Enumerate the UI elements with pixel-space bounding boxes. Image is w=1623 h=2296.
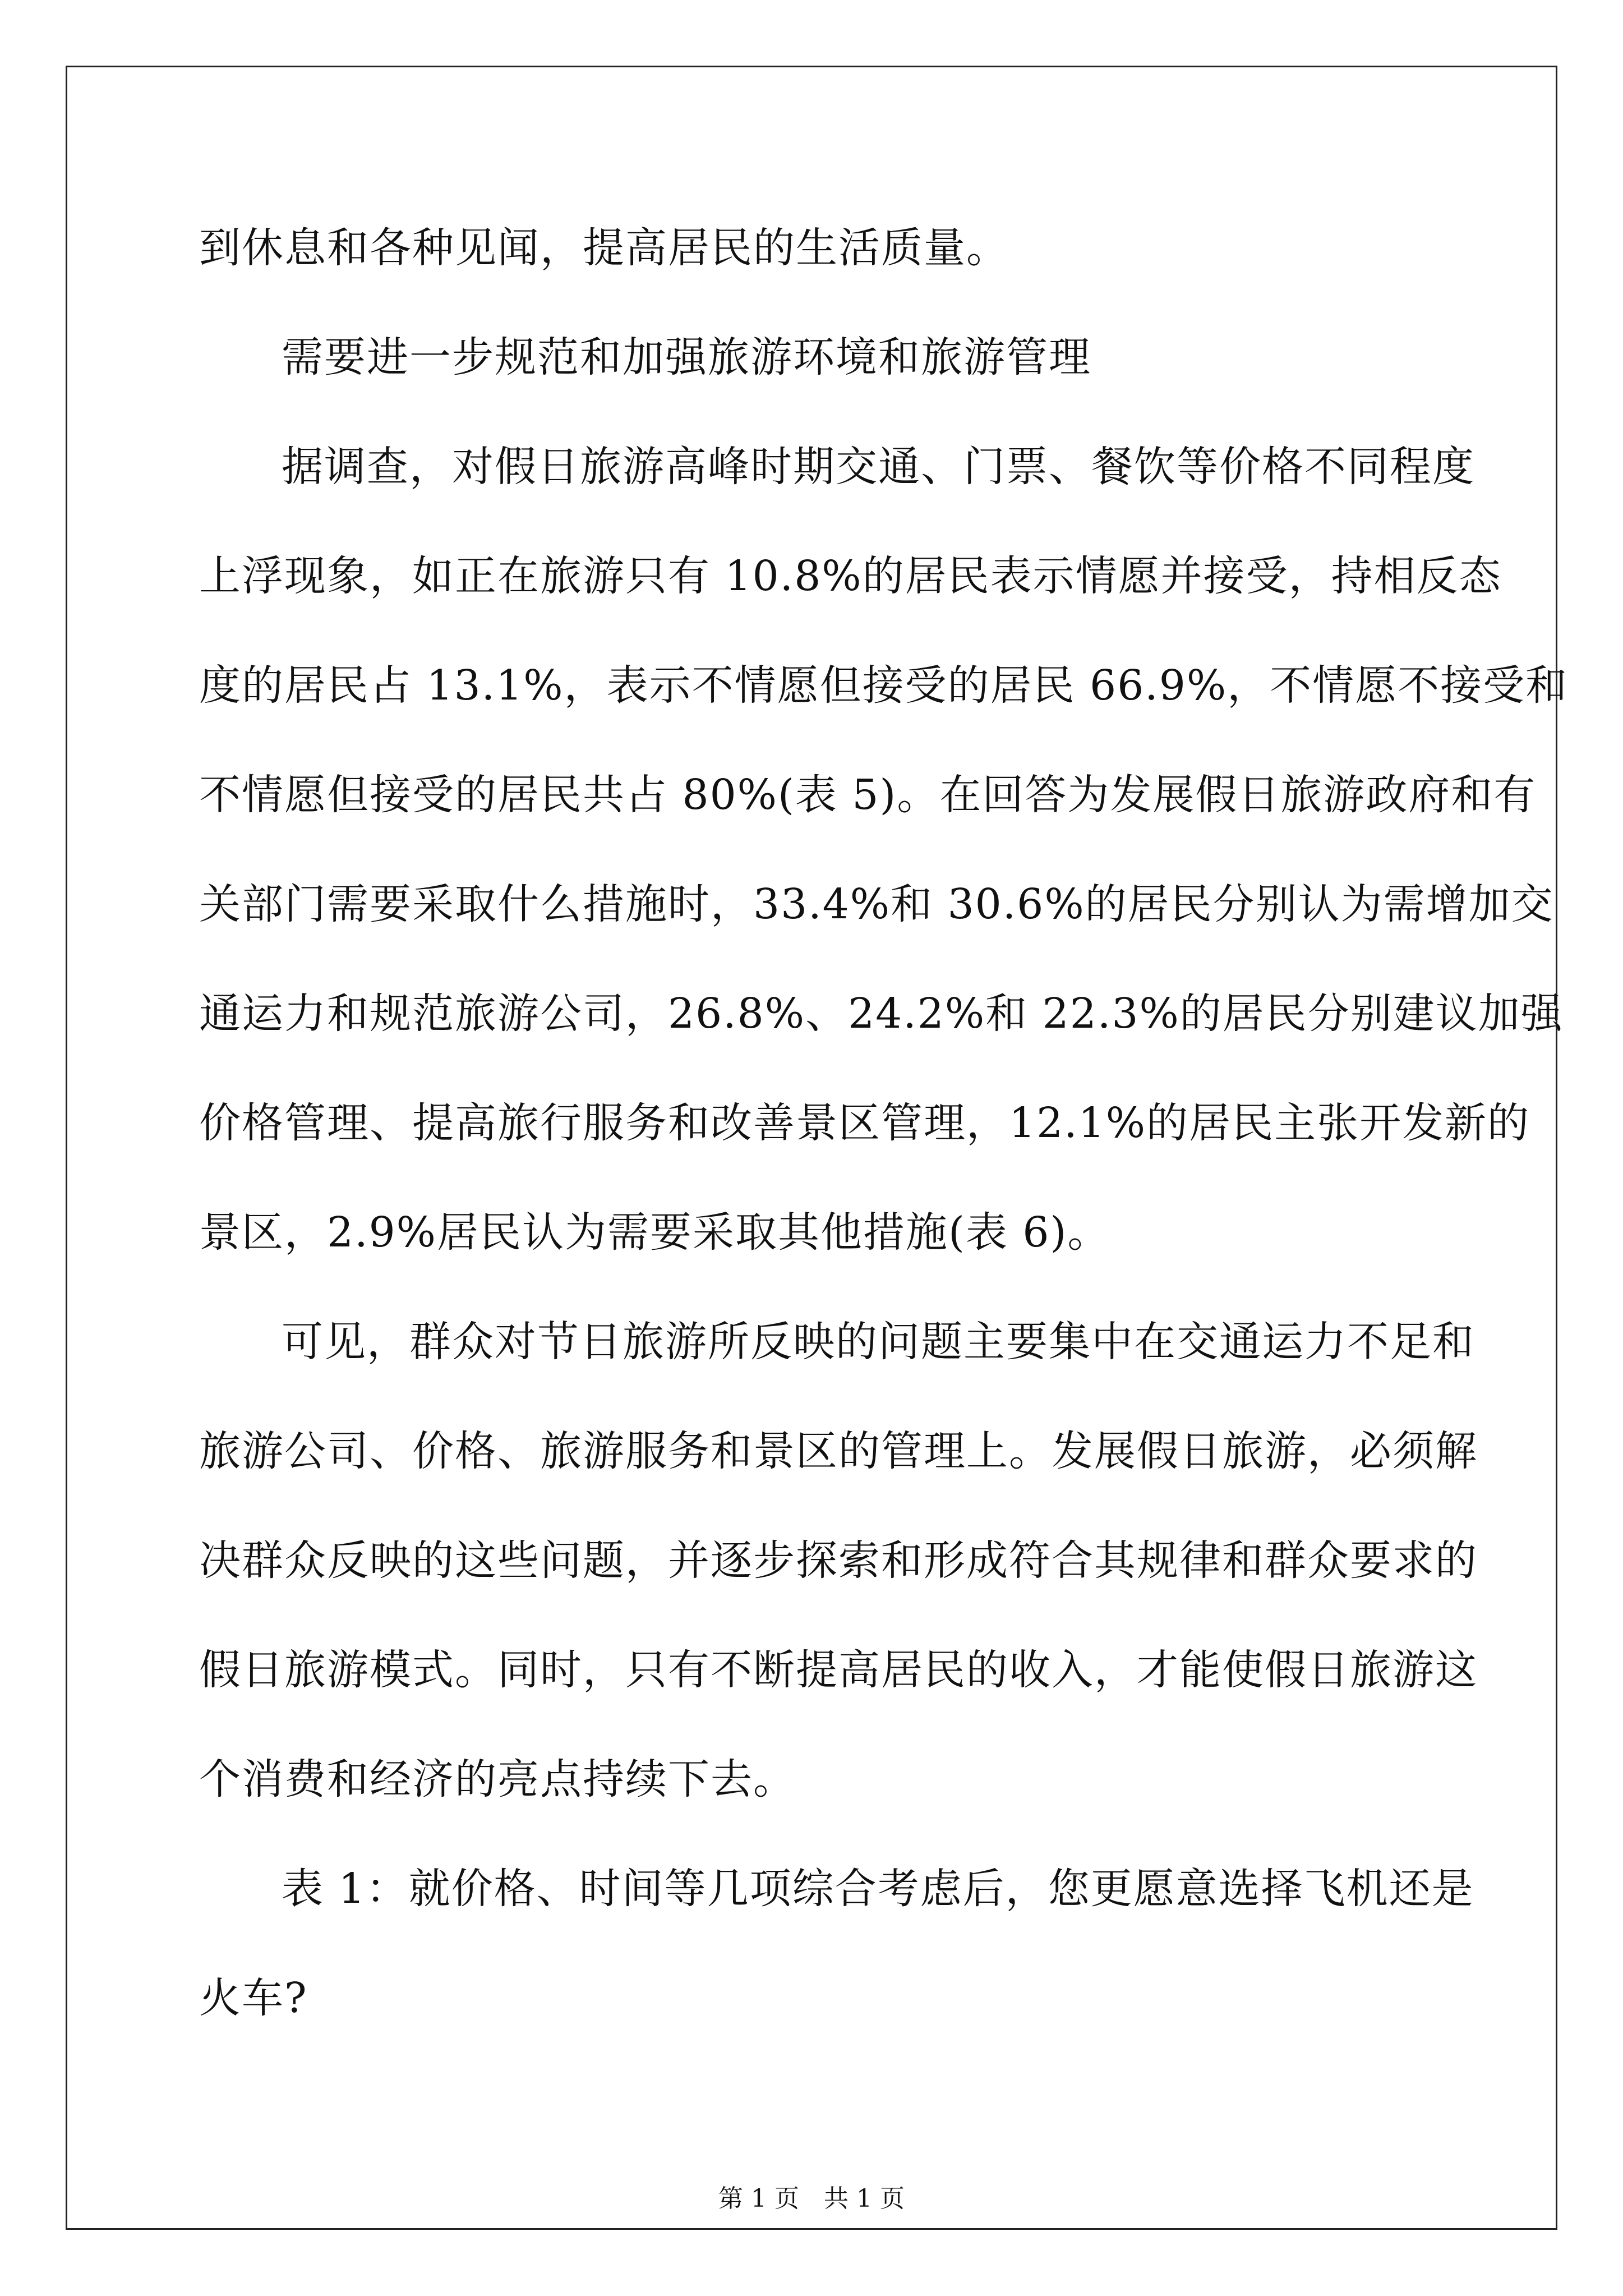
section-heading: 需要进一步规范和加强旅游环境和旅游管理: [282, 333, 1091, 381]
text-line: 价格管理、提高旅行服务和改善景区管理，12.1%的居民主张开发新的: [199, 1099, 1530, 1147]
text-line: 假日旅游模式。同时，只有不断提高居民的收入，才能使假日旅游这: [199, 1646, 1478, 1694]
text-line: 个消费和经济的亮点持续下去。: [199, 1755, 796, 1803]
text-line: 到休息和各种见闻，提高居民的生活质量。: [199, 224, 1009, 272]
text-line: 度的居民占 13.1%，表示不情愿但接受的居民 66.9%，不情愿不接受和: [199, 661, 1569, 710]
page-footer: 第 1 页 共 1 页: [718, 2184, 905, 2213]
text-line: 景区，2.9%居民认为需要采取其他措施(表 6)。: [199, 1208, 1110, 1257]
table-caption: 表 1：就价格、时间等几项综合考虑后，您更愿意选择飞机还是: [282, 1865, 1474, 1913]
text-line: 通运力和规范旅游公司，26.8%、24.2%和 22.3%的居民分别建议加强: [199, 990, 1564, 1038]
text-line: 上浮现象，如正在旅游只有 10.8%的居民表示情愿并接受，持相反态: [199, 552, 1502, 600]
text-line: 据调查，对假日旅游高峰时期交通、门票、餐饮等价格不同程度: [282, 443, 1475, 491]
text-line: 旅游公司、价格、旅游服务和景区的管理上。发展假日旅游，必须解: [199, 1427, 1478, 1475]
text-line: 关部门需要采取什么措施时，33.4%和 30.6%的居民分别认为需增加交: [199, 880, 1554, 928]
text-line: 火车?: [199, 1974, 308, 2022]
text-line: 决群众反映的这些问题，并逐步探索和形成符合其规律和群众要求的: [199, 1536, 1478, 1585]
text-line: 不情愿但接受的居民共占 80%(表 5)。在回答为发展假日旅游政府和有: [199, 771, 1537, 819]
text-line: 可见，群众对节日旅游所反映的问题主要集中在交通运力不足和: [282, 1318, 1475, 1366]
